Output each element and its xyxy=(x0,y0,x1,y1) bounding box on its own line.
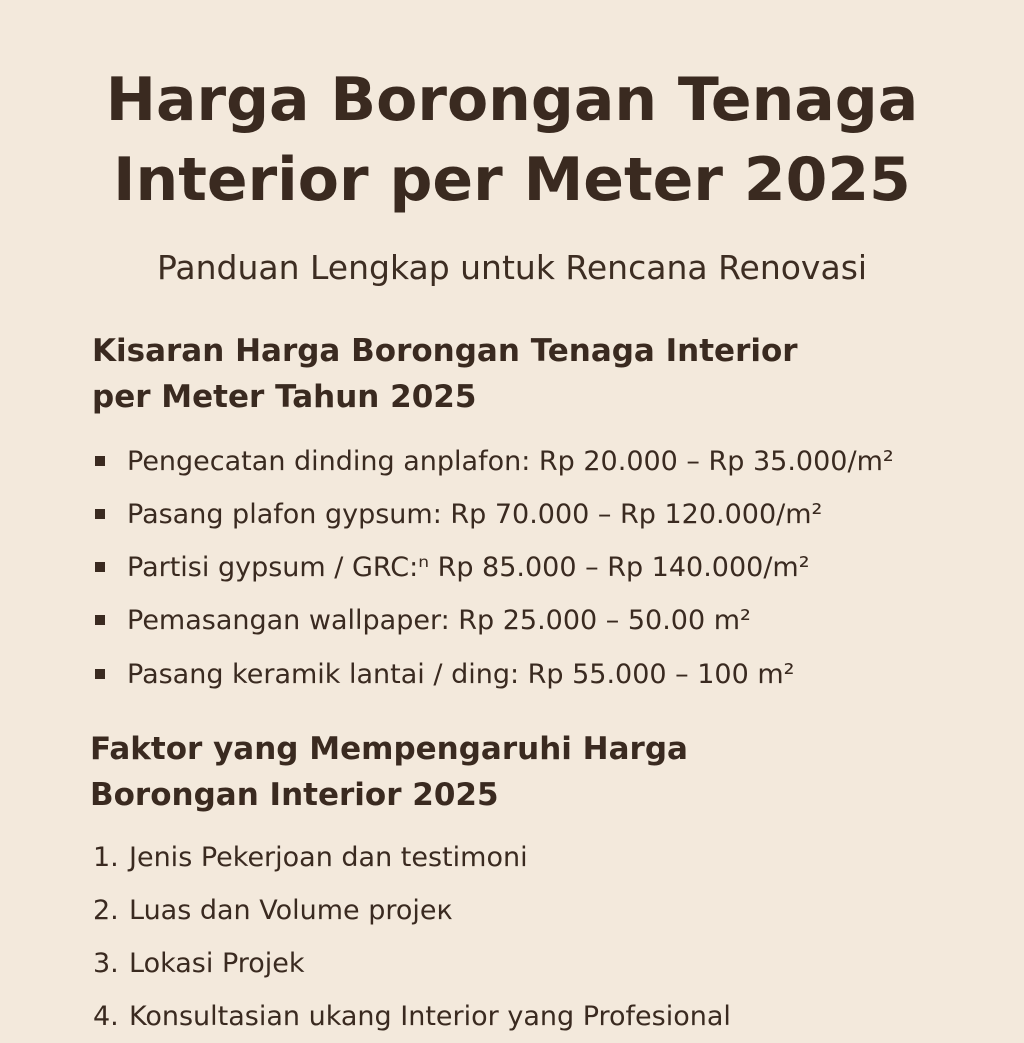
price-list-item xyxy=(95,547,810,587)
price-item-text: Pengecatan dinding anplafon: Rp 20.000 – Rp 35.000/m² xyxy=(127,445,894,477)
square-bullet-icon xyxy=(95,509,105,519)
square-bullet-icon xyxy=(95,562,105,572)
factor-text: Lokasi Projek xyxy=(129,947,305,979)
factors-section-heading-line-2: Borongan Interior 2025 xyxy=(90,777,499,813)
price-list-item xyxy=(95,600,751,640)
price-list-item xyxy=(95,654,795,694)
factor-list-item xyxy=(93,890,453,930)
square-bullet-icon xyxy=(95,615,105,625)
square-bullet-icon xyxy=(95,669,105,679)
page-title-line-2: Interior per Meter 2025 xyxy=(113,145,911,215)
factor-number: 4. xyxy=(93,1000,119,1032)
factor-number: 3. xyxy=(93,947,119,979)
factor-text: Jenis Pekerjoan dan testimoni xyxy=(129,841,528,873)
factor-number: 2. xyxy=(93,894,119,926)
factor-list-item xyxy=(93,943,305,983)
price-item-text: Pasang keramik lantai / ding: Rp 55.000 – 100 m² xyxy=(127,658,795,690)
factor-list-item xyxy=(93,837,528,877)
factor-text: Konsultasian ukang Interior yang Profesional xyxy=(129,1000,731,1032)
price-section-heading-line-2: per Meter Tahun 2025 xyxy=(92,379,477,415)
square-bullet-icon xyxy=(95,456,105,466)
factors-section-heading-line-1: Faktor yang Mempengaruhi Harga xyxy=(90,731,688,767)
price-list-item xyxy=(95,441,894,481)
factor-list-item xyxy=(93,996,731,1036)
page-subtitle: Panduan Lengkap untuk Rencana Renovasi xyxy=(156,248,868,287)
factor-number: 1. xyxy=(93,841,119,873)
price-section-heading-line-1: Kisaran Harga Borongan Tenaga Interior xyxy=(92,333,798,369)
factor-text: Luas dan Volume projeк xyxy=(129,894,453,926)
price-list-item xyxy=(95,494,822,534)
price-item-text: Pasang plafon gypsum: Rp 70.000 – Rp 120.000/m² xyxy=(127,498,823,530)
price-item-text: Partisi gypsum / GRC:ⁿ Rp 85.000 – Rp 140.000/m² xyxy=(127,551,810,583)
page-title-line-1: Harga Borongan Tenaga xyxy=(105,65,919,135)
price-item-text: Pemasangan wallpaper: Rp 25.000 – 50.00 m² xyxy=(127,604,751,636)
